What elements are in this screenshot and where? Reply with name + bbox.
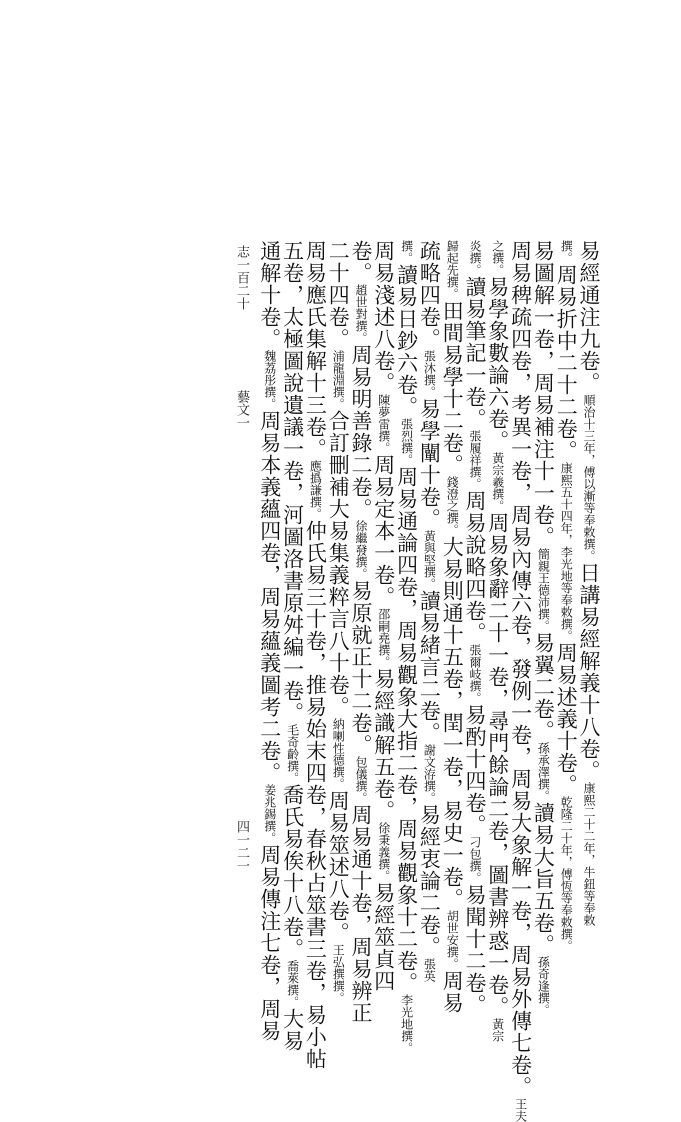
entry-text: 易聞十二卷。: [463, 884, 487, 1016]
entry-text: 周易通十卷，周易辨正: [349, 804, 373, 1024]
entry-text: 易經通注九卷。: [577, 240, 601, 394]
annotation-text: 簡親王德沛撰。: [536, 548, 551, 632]
annotation-text: 張烈撰。: [399, 418, 414, 466]
annotation-text: 張爾岐撰。: [468, 644, 482, 704]
annotation-text: 魏荔彤撰。: [262, 350, 277, 410]
entry-text: 易圖解一卷，周易補注十一卷。: [531, 240, 556, 548]
annotation-text: 毛奇齡撰。: [285, 724, 300, 784]
entry-text: 周易傳注七卷，周易: [257, 844, 282, 1042]
entry-text: 周易通論四卷，周易觀象大指二卷，周易觀象十二卷。: [394, 466, 419, 994]
annotation-text: 包儀撰。: [354, 756, 368, 804]
entry-text: 周易述義十卷。: [554, 642, 579, 796]
entry-text: 易學闡十卷。: [417, 398, 442, 530]
entry-text: 通解十卷。: [257, 240, 282, 350]
annotation-text: 張沐撰。: [422, 350, 437, 398]
entry-text: 合訂刪補大易集義粹言八十卷。: [326, 410, 351, 718]
entry-text: 周易筮述八卷。: [326, 790, 351, 944]
annotation-text: 撰。: [559, 240, 574, 264]
entry-text: 喬氏易俟十八卷。: [280, 784, 305, 960]
margin-label-left-2: [232, 390, 250, 429]
entry-text: 周易本義蘊四卷，周易蘊義圖考二卷。: [257, 410, 282, 784]
annotation-text: 之撰。: [490, 240, 505, 276]
annotation-text: 謝文洊撰。: [422, 744, 437, 804]
annotation-text: 張英: [422, 958, 437, 982]
entry-text: 讀易日鈔六卷。: [394, 264, 419, 418]
annotation-text: 黃宗羲撰。: [490, 452, 505, 512]
annotation-text: 康熙二十二年，牛鈕等奉敕: [582, 782, 596, 926]
annotation-text: 王弘撰撰。: [331, 944, 346, 1004]
annotation-text: 順治十三年，傅以漸等奉敕撰。: [582, 394, 596, 562]
margin-label-left: [232, 245, 250, 310]
annotation-text: 趙世對撰。: [354, 284, 368, 344]
entry-text: 卷。: [349, 240, 373, 284]
annotation-text: 王夫: [513, 1098, 528, 1122]
entry-text: 大易: [280, 1008, 305, 1052]
annotation-text: 陳夢雷撰。: [376, 394, 391, 454]
entry-text: 易學象數論六卷。: [485, 276, 510, 452]
entry-text: 周易定本一卷。: [371, 454, 396, 608]
margin-section-label: 藝文一: [234, 390, 249, 429]
margin-volume-label: 志一百二十: [234, 245, 249, 310]
entry-text: 周易稗疏四卷，考異一卷，周易內傳六卷，發例一卷，周易大象解一卷，周易外傳七卷。: [508, 240, 533, 1098]
annotation-text: 黃宗: [490, 1018, 505, 1042]
annotation-text: 徐繼發撰。: [354, 520, 368, 580]
entry-text: 仲氏易三十卷，推易始末四卷，春秋占筮書三卷，易小帖: [303, 520, 328, 1070]
entry-text: 讀易筆記一卷。: [463, 276, 487, 430]
annotation-text: 孫承澤撰。: [536, 742, 551, 802]
entry-text: 周易淺述八卷。: [371, 240, 396, 394]
annotation-text: 炎撰。: [468, 240, 482, 276]
annotation-text: 康熙五十四年，李光地等奉敕撰。: [559, 462, 574, 642]
entry-text: 易經識解五卷。: [371, 668, 396, 822]
annotation-text: 浦龍淵撰。: [331, 350, 346, 410]
annotation-text: 徐秉義撰。: [376, 822, 391, 882]
entry-text: 周易明善錄二卷。: [349, 344, 373, 520]
annotation-text: 邵嗣堯撰。: [376, 608, 391, 668]
annotation-text: 撰。: [399, 240, 414, 264]
margin-page-number: 四一二一: [234, 820, 249, 872]
annotation-text: 李光地撰。: [399, 994, 414, 1054]
margin-label-right: [232, 820, 250, 872]
annotation-text: 孫奇逢撰。: [536, 956, 551, 1016]
entry-text: 周易: [440, 970, 465, 1014]
annotation-text: 黃與堅撰。: [422, 530, 437, 590]
entry-text: 讀易大旨五卷。: [531, 802, 556, 956]
entry-text: 易經衷論二卷。: [417, 804, 442, 958]
entry-text: 易原就正十二卷。: [349, 580, 373, 756]
entry-text: 周易應氏集解十三卷。: [303, 240, 328, 460]
entry-text: 五卷，太極圖說遺議一卷，河圖洛書原舛編一卷。: [280, 240, 305, 724]
entry-text: 易酌十四卷。: [463, 704, 487, 836]
entry-text: 日講易經解義十八卷。: [577, 562, 601, 782]
entry-text: 周易象辭二十一卷，尋門餘論二卷，圖書辨惑一卷。: [485, 512, 510, 1018]
entry-text: 周易折中二十二卷。: [554, 264, 579, 462]
annotation-text: 錢澄之撰。: [445, 476, 460, 536]
entry-text: 易翼二卷。: [531, 632, 556, 742]
annotation-text: 胡世安撰。: [445, 910, 460, 970]
annotation-text: 歸起先撰。: [445, 240, 460, 300]
annotation-text: 刁包撰。: [468, 836, 482, 884]
entry-text: 讀易緒言二卷。: [417, 590, 442, 744]
annotation-text: 乾隆二十年，傅恆等奉敕撰。: [559, 796, 574, 952]
text-column: [252, 240, 286, 1042]
annotation-text: 納喇性德撰。: [331, 718, 346, 790]
annotation-text: 喬萊撰。: [285, 960, 300, 1008]
entry-text: 周易說略四卷。: [463, 490, 487, 644]
entry-text: 易經筮貞四: [371, 882, 396, 992]
annotation-text: 姜兆錫撰。: [262, 784, 277, 844]
annotation-text: 張履祥撰。: [468, 430, 482, 490]
entry-text: 田間易學十二卷。: [440, 300, 465, 476]
entry-text: 大易則通十五卷，閏一卷，易史一卷。: [440, 536, 465, 910]
entry-text: 二十四卷。: [326, 240, 351, 350]
entry-text: 疏略四卷。: [417, 240, 442, 350]
annotation-text: 應撝謙撰。: [308, 460, 323, 520]
